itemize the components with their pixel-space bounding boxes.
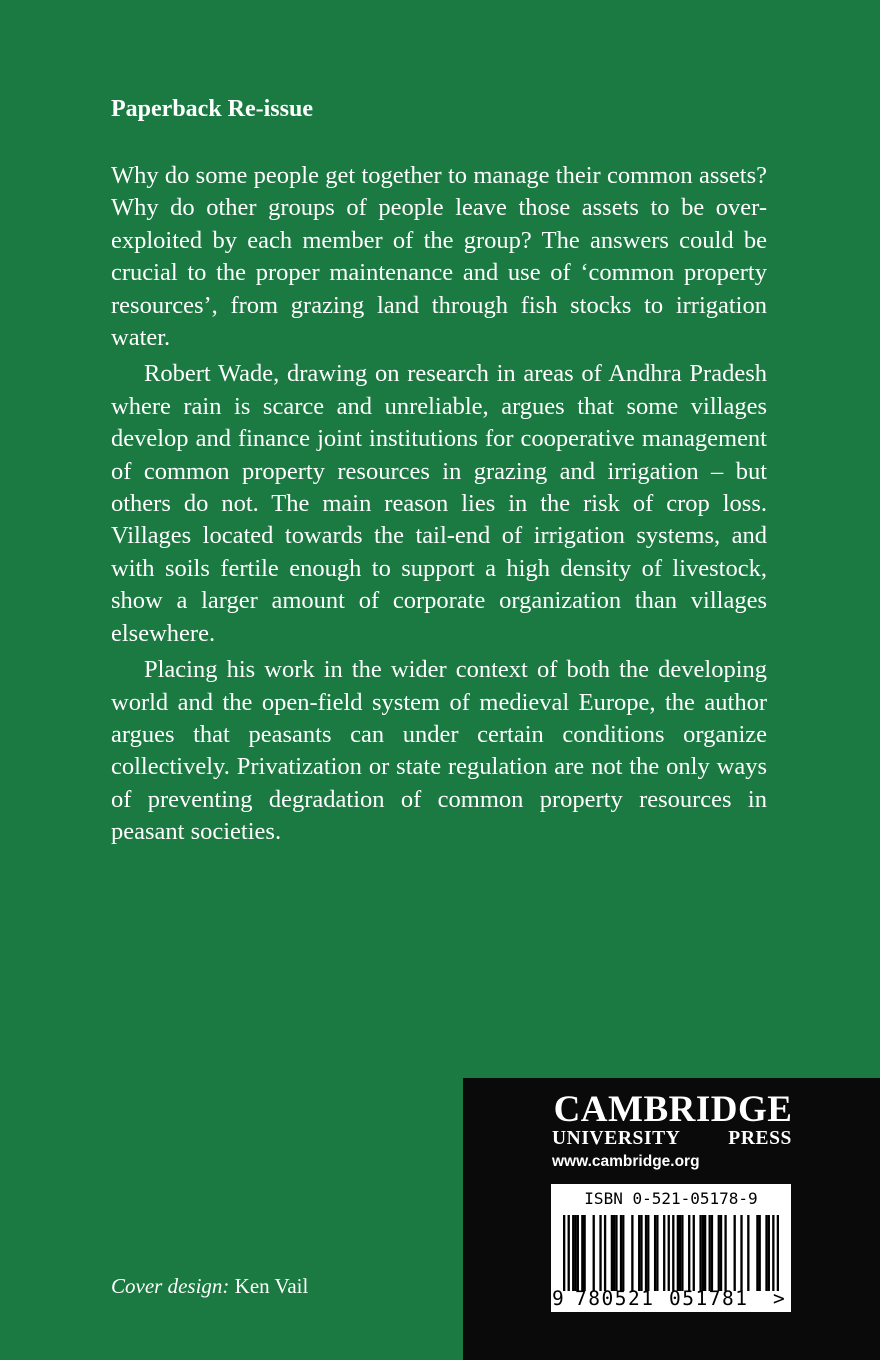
credit-name: Ken Vail — [234, 1274, 309, 1298]
ean-digits — [551, 1287, 791, 1311]
blurb-paragraph-3: Placing his work in the wider context of both the developing world and the open-field system of medieval Europe, the author argues that peasants can under certain conditions organize collectively. Privatization or state regulation are not the only ways of preventing degradation of common property resources in peasant societies. — [111, 656, 767, 846]
reissue-heading: Paperback Re-issue — [111, 96, 313, 122]
publisher-logo: CAMBRIDGE — [553, 1089, 793, 1130]
ean-left-group: 780521 — [575, 1287, 655, 1310]
blurb-text — [111, 160, 767, 849]
barcode — [551, 1184, 791, 1312]
ean-end-mark: > — [773, 1287, 785, 1310]
blurb-paragraph-1: Why do some people get together to manage their common assets? Why do other groups of people leave those assets to be over-exploited by each member of the group? The answers could be crucial to the proper maintenance and use of ‘common property resources’, from grazing land through fish stocks to irrigation water. — [111, 162, 767, 352]
isbn-text: ISBN 0-521-05178-9 — [584, 1189, 758, 1208]
cover-design-credit: Cover design: Ken Vail — [111, 1274, 309, 1298]
ean-right-group: 051781 — [669, 1287, 749, 1310]
credit-label: Cover design — [111, 1274, 223, 1298]
publisher-panel — [463, 1078, 880, 1360]
barcode-bars — [563, 1215, 779, 1291]
blurb-paragraph-2: Robert Wade, drawing on research in areas of Andhra Pradesh where rain is scarce and unreliable, argues that some villages develop and finance joint institutions for cooperative management of common property resources in grazing and irrigation – but others do not. The main reason lies in the risk of crop loss. Villages located towards the tail-end of irrigation systems, and with soils fertile enough to support a high density of livestock, show a larger amount of corporate organization than villages elsewhere. — [111, 360, 767, 647]
ean-first-digit: 9 — [552, 1287, 564, 1310]
publisher-subname: UNIVERSITY PRESS — [552, 1128, 792, 1149]
publisher-url: www.cambridge.org — [552, 1153, 700, 1170]
